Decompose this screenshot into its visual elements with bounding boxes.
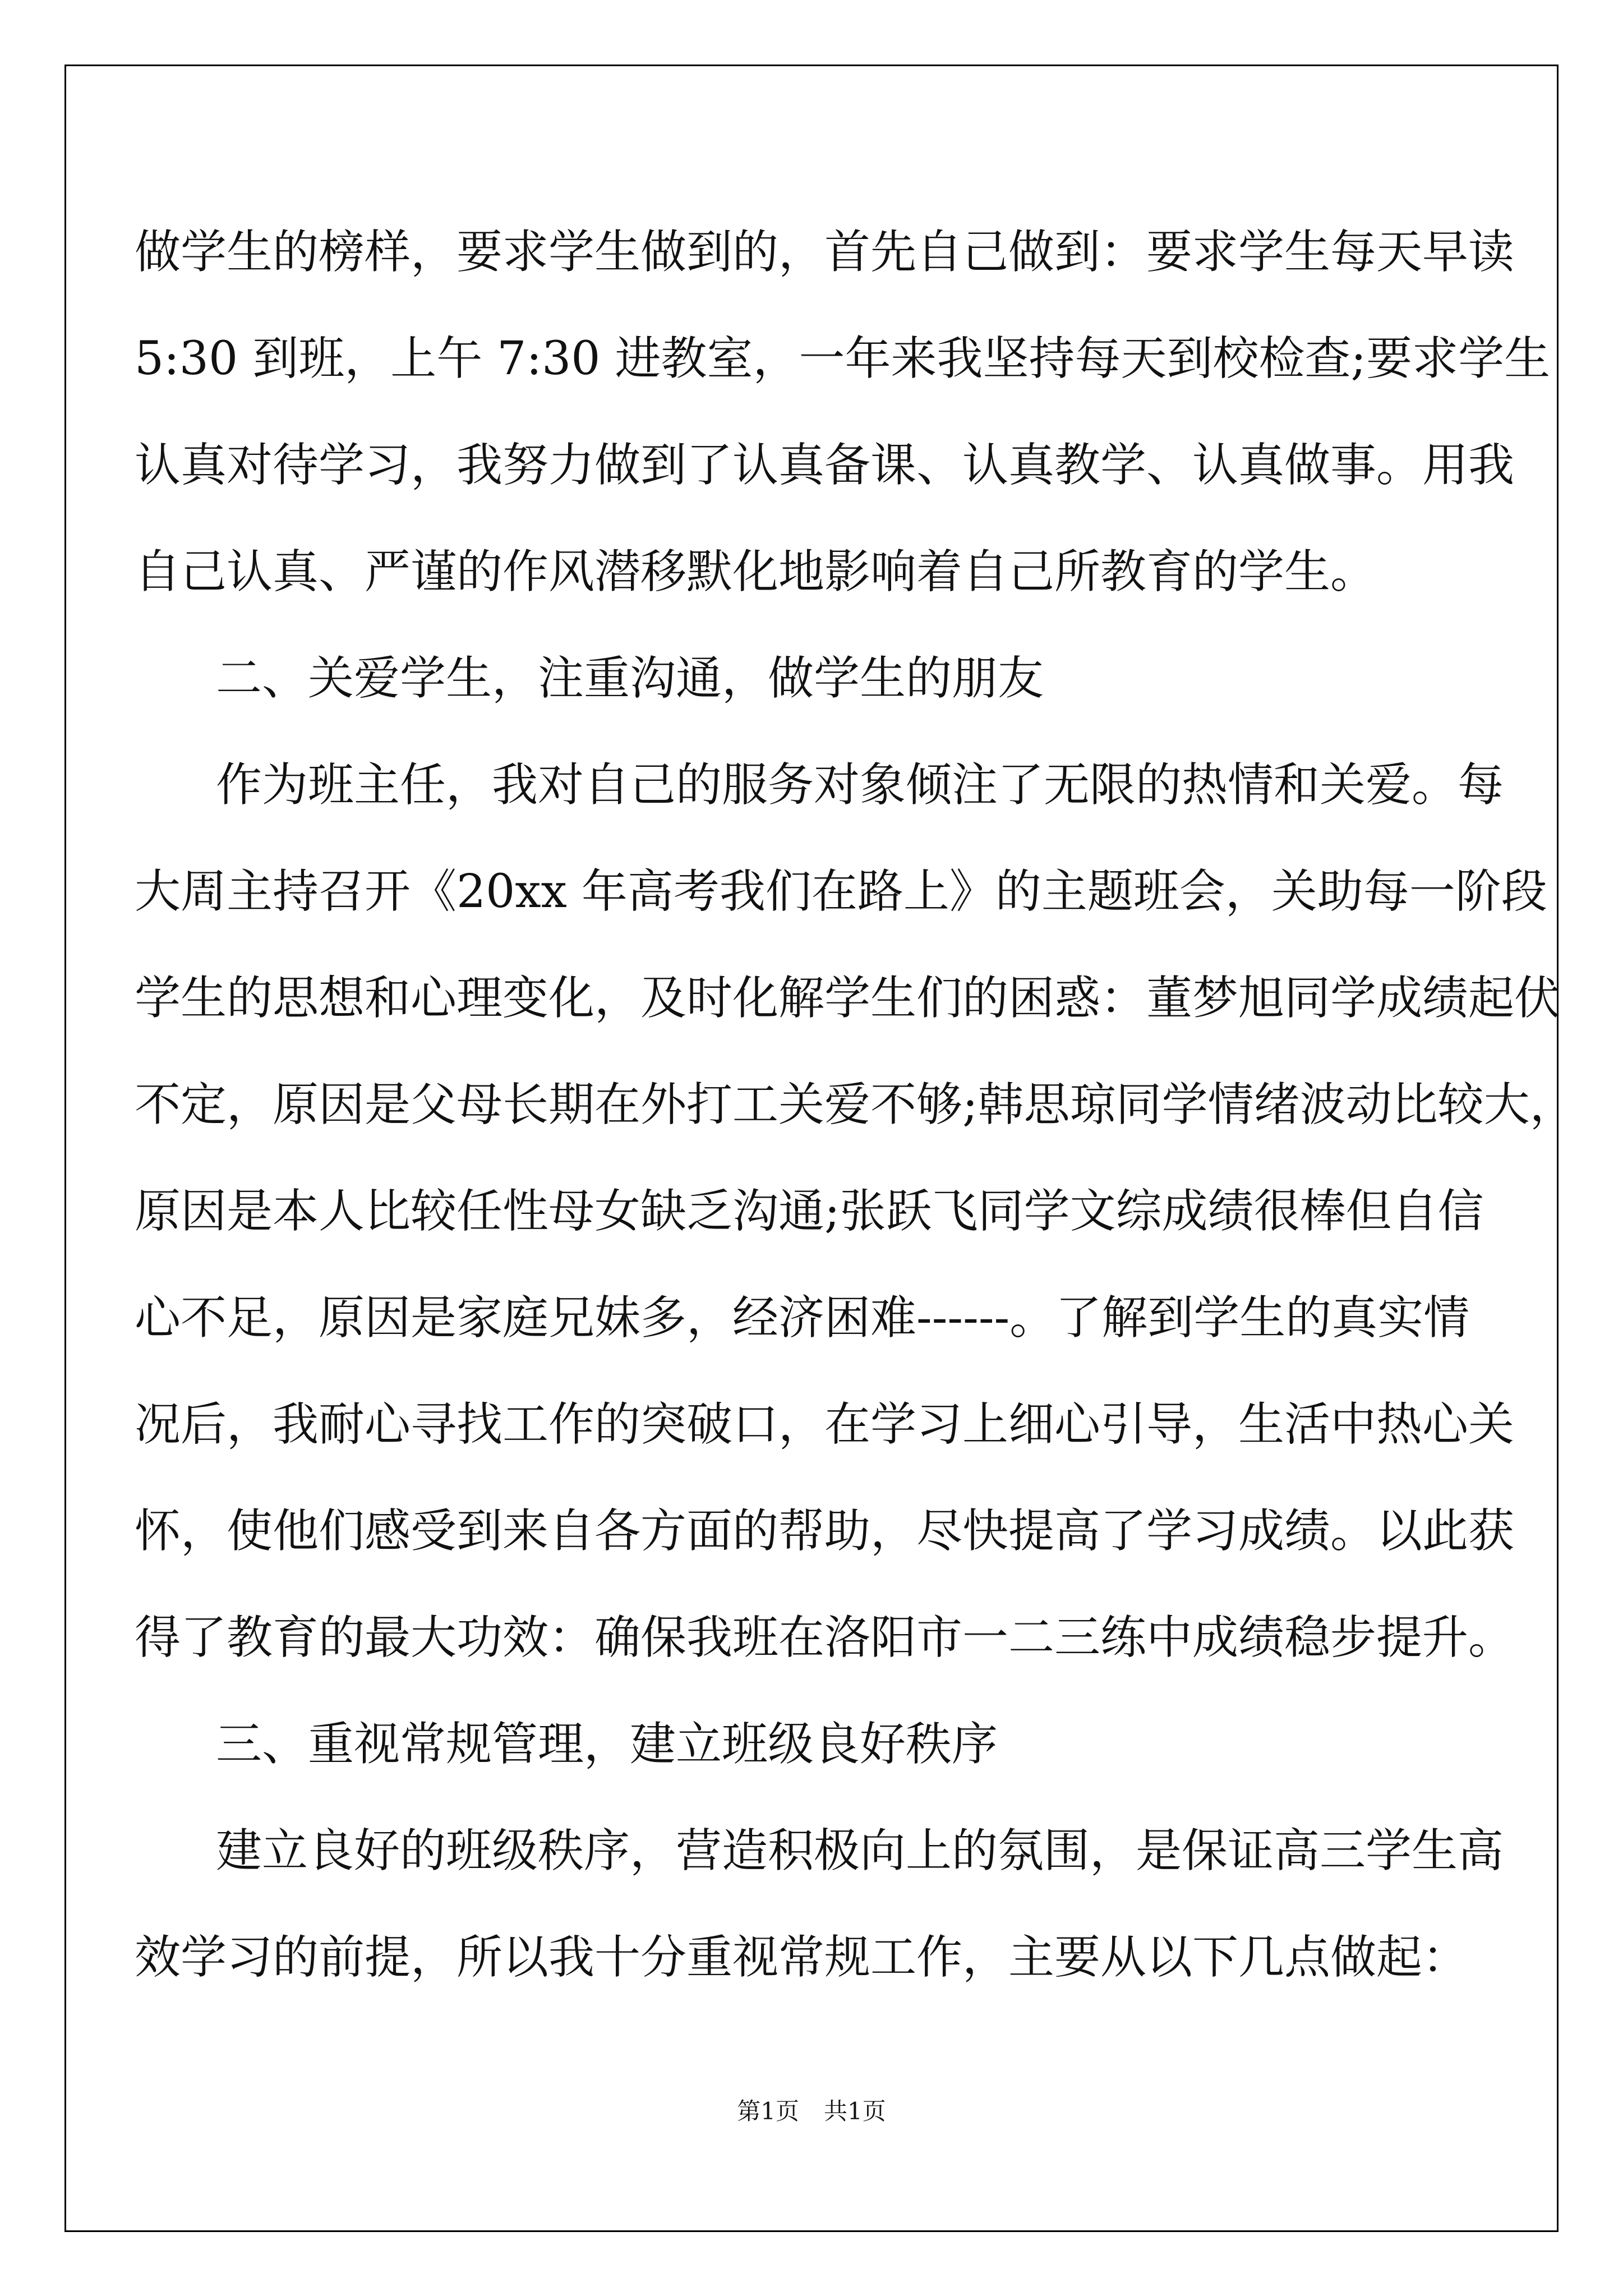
text-line: 效学习的前提，所以我十分重视常规工作，主要从以下几点做起：: [135, 1931, 1469, 1984]
page-footer: [0, 2095, 1623, 2128]
text-line: 建立良好的班级秩序，营造积极向上的氛围，是保证高三学生高: [216, 1824, 1504, 1878]
text-line: 不定，原因是父母长期在外打工关爱不够;韩思琼同学情绪波动比较大，: [135, 1078, 1576, 1131]
section-heading: 二、关爱学生，注重沟通，做学生的朋友: [216, 652, 1044, 705]
section-heading: 三、重视常规管理，建立班级良好秩序: [216, 1718, 998, 1771]
text-line: 作为班主任，我对自己的服务对象倾注了无限的热情和关爱。每: [216, 758, 1504, 812]
text-line: 学生的思想和心理变化，及时化解学生们的困惑：董梦旭同学成绩起伏: [135, 972, 1561, 1025]
text-line: 做学生的榜样，要求学生做到的，首先自己做到：要求学生每天早读: [135, 226, 1515, 279]
text-line: 得了教育的最大功效：确保我班在洛阳市一二三练中成绩稳步提升。: [135, 1611, 1515, 1664]
text-line: 5:30 到班，上午 7:30 进教室，一年来我坚持每天到校检查;要求学生: [135, 332, 1551, 385]
page-number: 第1页: [737, 2097, 799, 2125]
text-line: 原因是本人比较任性母女缺乏沟通;张跃飞同学文综成绩很棒但自信: [135, 1185, 1484, 1238]
text-line: 自己认真、严谨的作风潜移默化地影响着自己所教育的学生。: [135, 545, 1377, 599]
text-line: 心不足，原因是家庭兄妹多，经济困难------。了解到学生的真实情: [135, 1291, 1470, 1345]
text-line: 大周主持召开《20xx 年高考我们在路上》的主题班会，关助每一阶段: [135, 865, 1547, 918]
text-line: 认真对待学习，我努力做到了认真备课、认真教学、认真做事。用我: [135, 439, 1515, 492]
text-line: 况后，我耐心寻找工作的突破口，在学习上细心引导，生活中热心关: [135, 1398, 1515, 1451]
text-line: 怀，使他们感受到来自各方面的帮助，尽快提高了学习成绩。以此获: [135, 1504, 1515, 1558]
page-frame: [64, 65, 1559, 2232]
page-total: 共1页: [824, 2097, 886, 2125]
